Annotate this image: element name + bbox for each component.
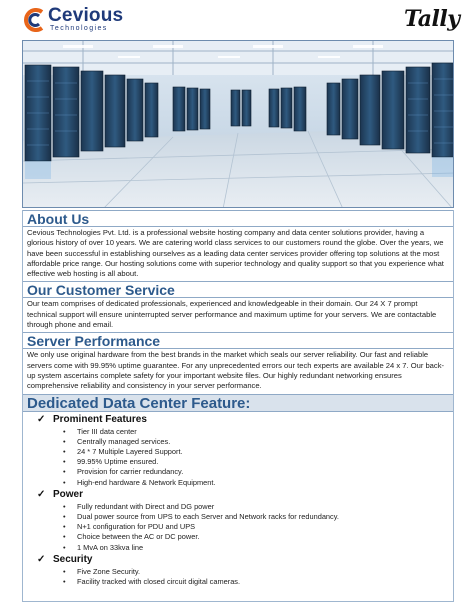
- feature-group-prominent: [23, 414, 453, 426]
- power-list: [23, 502, 453, 553]
- tally-logo: Tally: [404, 6, 460, 32]
- checkmark-icon: ✓: [37, 488, 46, 500]
- feature-group-title: Power: [53, 488, 84, 500]
- feature-groups: [23, 412, 453, 588]
- list-item: • Fully redundant with Direct and DG power: [63, 502, 453, 512]
- list-item: • 99.95% Uptime ensured.: [63, 457, 453, 467]
- server-room-image: [23, 41, 454, 208]
- about-heading: About Us: [23, 210, 453, 227]
- list-item: • Provision for carrier redundancy.: [63, 467, 453, 477]
- list-item: • Choice between the AC or DC power.: [63, 532, 453, 542]
- feature-group-security: [23, 554, 453, 566]
- dedicated-feature-heading: Dedicated Data Center Feature:: [23, 394, 453, 412]
- brand-subtitle: Technologies: [50, 25, 108, 32]
- checkmark-icon: ✓: [37, 553, 46, 565]
- brand-name: Cevious: [48, 5, 124, 26]
- feature-group-power: [23, 489, 453, 501]
- list-item: • N+1 configuration for PDU and UPS: [63, 522, 453, 532]
- list-item: • Dual power source from UPS to each Server and Network racks for redundancy.: [63, 512, 453, 522]
- list-item: • Centrally managed services.: [63, 437, 453, 447]
- list-item: • Facility tracked with closed circuit digital cameras.: [63, 577, 453, 587]
- customer-service-heading: Our Customer Service: [23, 281, 453, 298]
- customer-service-text: Our team comprises of dedicated professionals, experienced and knowledgeable in their domain. Our 24 X 7 prompt technical support will ensure uninterrupted server performance and maximum uptime for your servers. We are contactable through phone and email.: [27, 299, 437, 330]
- about-text: Cevious Technologies Pvt. Ltd. is a professional website hosting company and data center solutions provider, having a glorious history of over 10 years. We are catering world class services to our customers round the globe. Over the years, we have been successful in establishing ourselves as a leading data center services provider offering top solutions at the most affordable price range. Our hosting solutions come with superior technology and quality support so that you experience what effective web hosting is all about.: [27, 228, 444, 279]
- server-performance-heading: Server Performance: [23, 332, 453, 349]
- list-item: • 24 * 7 Multiple Layered Support.: [63, 447, 453, 457]
- cevious-logo-icon: [22, 8, 46, 32]
- prominent-list: [23, 427, 453, 488]
- page-header: [0, 0, 474, 38]
- server-performance-text: We only use original hardware from the best brands in the market which seals our server reliability. Our fast and reliable servers come with 99.95% uptime guarantee. For any unprecedented errors our tech experts are available 24 x 7. Our back-up system ascertains complete safety for your important website files. Our highly redundant networking ensures comprehensive reliability and consistency in your server performance.: [27, 350, 445, 391]
- content-panel: [22, 210, 454, 602]
- checkmark-icon: ✓: [37, 413, 46, 425]
- security-list: [23, 567, 453, 587]
- list-item: • Tier III data center: [63, 427, 453, 437]
- feature-group-title: Prominent Features: [53, 413, 147, 425]
- list-item: • High-end hardware & Network Equipment.: [63, 478, 453, 488]
- cevious-logo: [22, 6, 142, 34]
- feature-group-title: Security: [53, 553, 93, 565]
- list-item: • 1 MvA on 33kva line: [63, 543, 453, 553]
- datacenter-photo: [22, 40, 454, 208]
- list-item: • Five Zone Security.: [63, 567, 453, 577]
